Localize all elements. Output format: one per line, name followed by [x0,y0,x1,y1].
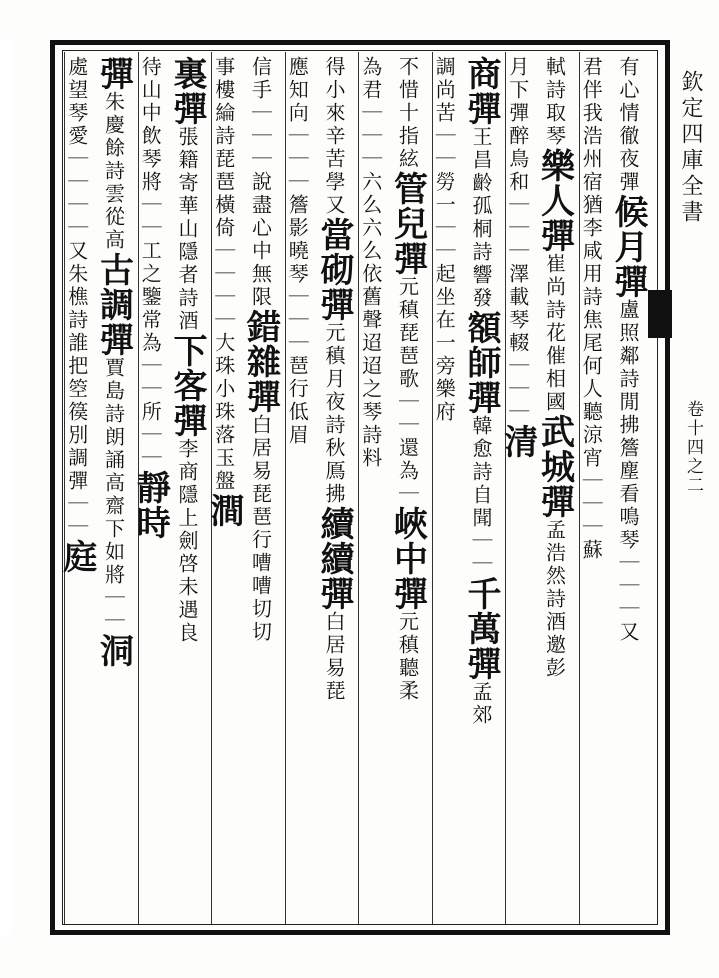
heading-term: 裏彈 [167,56,207,126]
heading-term: 武城彈 [534,414,575,519]
annotation-text: 盧照鄰詩閒拂簷塵看鳴琴 [616,299,640,552]
heading-term: 靜時 [130,470,171,540]
heading-term: 古調彈 [93,252,134,357]
annotation-text: 工之鑒常為｜｜所｜｜ [138,240,163,470]
heading-term: 彈 [93,56,134,91]
annotation-text: 王昌齡孤桐詩響發 [469,126,493,310]
annotation-text: 元稹琵琶歌｜｜還為｜ [395,276,420,506]
fish-tail-mark [648,290,672,338]
text-column [56,56,100,918]
annotation-text: 孟郊 [469,681,493,727]
annotation-text: 軾詩取琴 [542,56,567,148]
heading-term: 下客彈 [167,333,207,438]
margin-volume-label: 卷十四之二 [683,400,703,495]
annotation-text: 得小來辛苦學又 [322,56,346,217]
annotation-text: 元稹聽柔 [395,611,420,703]
heading-term: 錯雜彈 [240,309,281,414]
annotation-text: 六么六么依舊聲迢迢 [358,171,383,378]
annotation-text: 崔尚詩花催相國 [542,253,567,414]
annotation-text: 李咸用詩焦尾何人聽涼宵｜｜｜蘇 [579,217,604,562]
text-column [608,56,651,918]
annotation-text: 月下彈 [505,56,530,125]
annotation-text: 孟浩然詩酒邀彭 [542,519,567,680]
heading-term: 清 [497,424,538,459]
annotation-text: 李商隱上劍啓未遇良 [175,438,199,645]
text-column [497,56,541,918]
text-column [433,56,468,918]
annotation-text: 白居易琵琶行嘈嘈切切 [248,414,273,644]
annotation-text: 張籍寄華山隱者詩酒 [175,126,199,333]
heading-term: 峽中彈 [387,506,428,611]
heading-term: 管兒彈 [387,171,428,276]
annotation-text: 樂府 [432,378,457,424]
annotation-text: 之琴詩料 [358,378,383,470]
annotation-text: ｜又朱樵詩誰把箜篌別調彈｜｜ [64,217,89,539]
text-column [580,56,615,918]
heading-term: 候月彈 [608,194,648,299]
annotation-text: 為君｜｜｜ [358,56,383,171]
heading-term: 額師彈 [461,310,501,415]
text-column [240,56,284,918]
annotation-text: 白居易琵 [322,611,346,703]
annotation-text: 琶行低眉 [285,355,310,447]
annotation-text: 處望琴愛｜｜｜ [64,56,89,217]
annotation-text: 醉鳥和｜｜｜ [505,125,530,263]
annotation-text: ｜｜｜又 [616,552,640,644]
annotation-text: 賈島詩朗誦高齋下如將｜｜ [101,357,126,633]
annotation-text: 信手｜｜｜說盡心中無限 [248,56,273,309]
text-column [359,56,394,918]
heading-term: 當砌彈 [314,217,354,322]
annotation-text: 元稹月夜詩秋鳫拂 [322,322,346,506]
annotation-text: 事樓綸詩琵琶橫倚｜｜ [211,56,236,286]
text-column [167,56,210,918]
annotation-text: 韓愈詩自聞｜｜ [469,415,493,576]
text-column [461,56,504,918]
heading-term: 千萬彈 [461,576,501,681]
heading-term: 商彈 [461,56,501,126]
heading-term: 澗 [203,493,244,528]
text-column [203,56,247,918]
annotation-text: 朱慶餘詩雲從高 [101,91,126,252]
page-left-margin [0,40,12,935]
annotation-text: ｜｜大珠小珠落玉盤 [211,286,236,493]
text-column [387,56,431,918]
text-column [534,56,578,918]
annotation-text: 應知向｜｜｜ [285,56,310,194]
annotation-text: 起坐在一旁 [432,263,457,378]
annotation-text: 簷影曉琴｜｜｜ [285,194,310,355]
text-column [286,56,321,918]
heading-term: 續續彈 [314,506,354,611]
annotation-text: 不惜十指絃 [395,56,420,171]
text-column [130,56,174,918]
heading-term: 庭 [56,539,97,574]
heading-term: 樂人彈 [534,148,575,253]
margin-book-title: 欽定四庫全書 [678,70,703,226]
annotation-text: 有心情徹夜彈 [616,56,640,194]
annotation-text: 君伴我浩州宿猶 [579,56,604,217]
annotation-text: 調尚苦｜｜勞一｜｜ [432,56,457,263]
annotation-text: 待山中飲琴將｜｜ [138,56,163,240]
text-column [314,56,357,918]
heading-term: 洞 [93,633,134,668]
text-column [93,56,137,918]
annotation-text: 澤載琴輟｜｜｜ [505,263,530,424]
